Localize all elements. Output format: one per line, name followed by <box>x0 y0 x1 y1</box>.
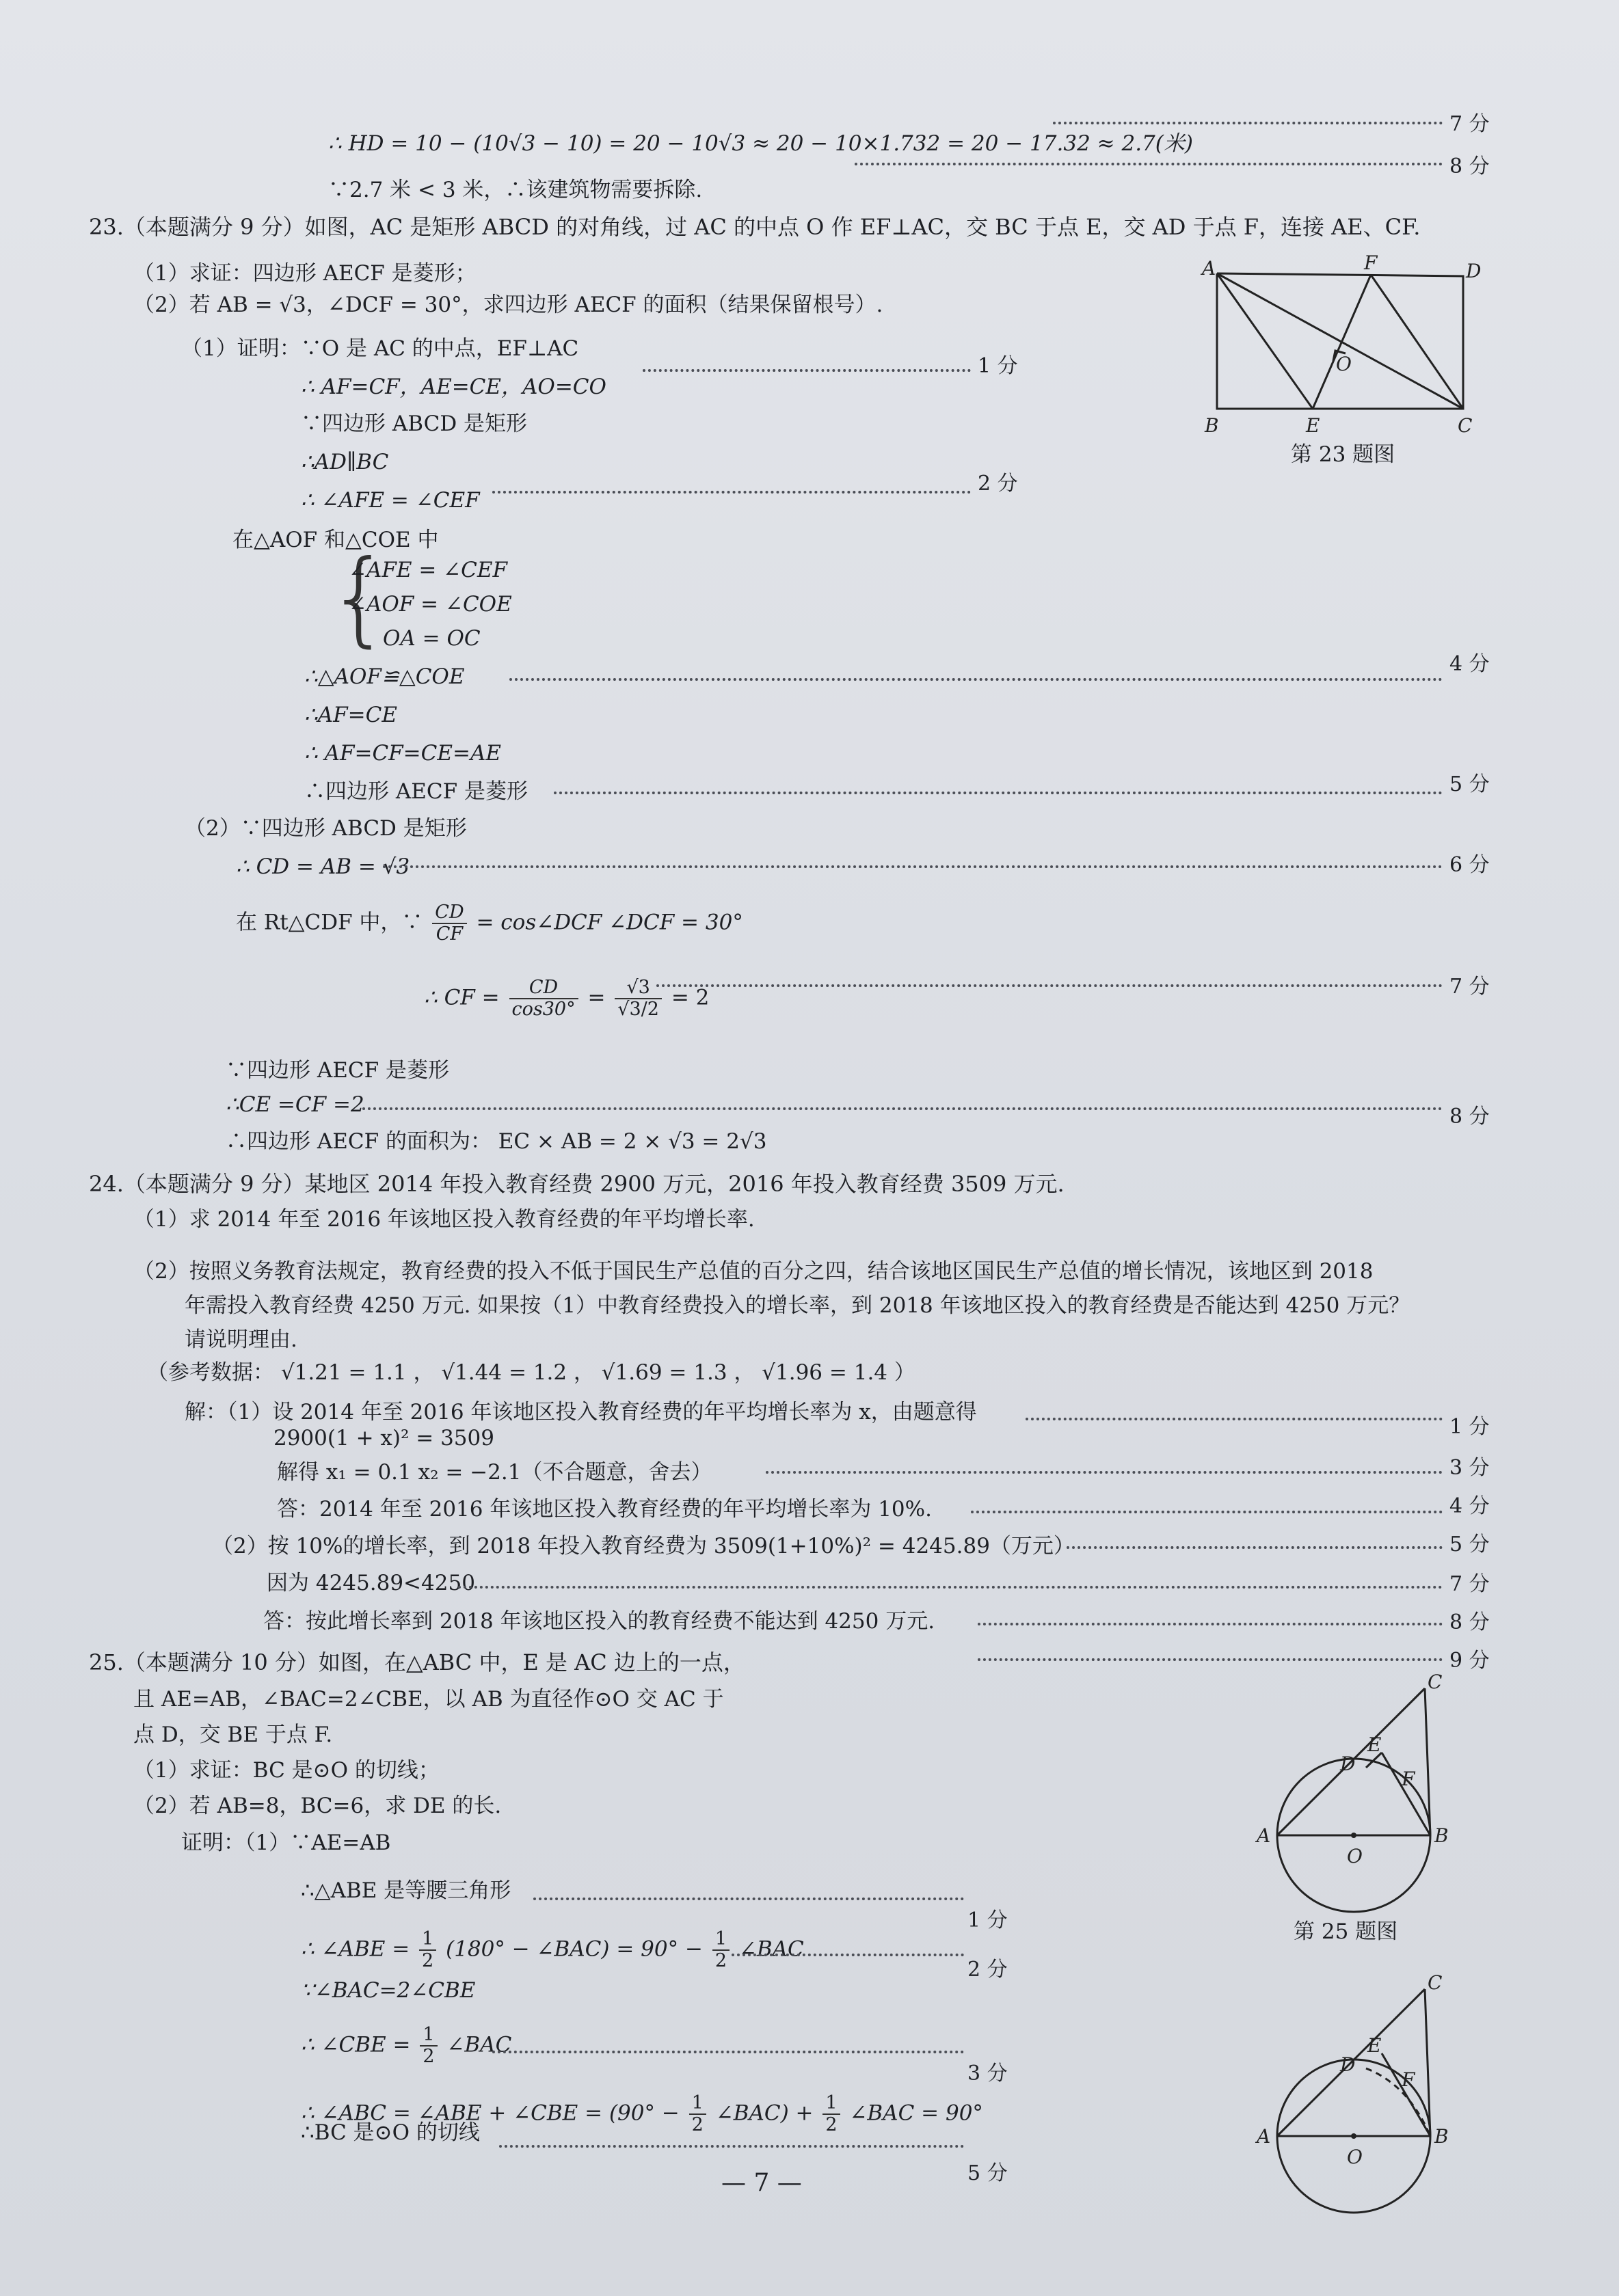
question-25-part1: （1）求证：BC 是⊙O 的切线； <box>133 1758 440 1783</box>
question-24-stem: 24.（本题满分 9 分）某地区 2014 年投入教育经费 2900 万元，2016 年投入教育经费 3509 万元. <box>89 1171 1065 1197</box>
solution-line: ∵2.7 米 < 3 米，∴该建筑物需要拆除. <box>328 178 703 202</box>
fraction-denominator: CF <box>436 923 464 945</box>
figure-label-O: O <box>1336 353 1352 375</box>
page-number: — 7 — <box>721 2169 802 2197</box>
text-segment: (180° − ∠BAC) = 90° − <box>446 1936 703 1962</box>
fraction-numerator: 1 <box>822 2093 840 2115</box>
score-mark: 1 分 <box>1449 1415 1490 1439</box>
fraction-denominator: cos30° <box>511 999 576 1020</box>
score-mark: 1 分 <box>967 1908 1008 1932</box>
score-mark: 7 分 <box>1449 975 1490 999</box>
fraction-numerator: √3 <box>615 977 662 999</box>
fraction-denominator: 2 <box>691 2114 704 2135</box>
solution-line: （1）证明：∵O 是 AC 的中点，EF⊥AC <box>181 336 579 361</box>
solution-line: OA = OC <box>383 626 481 651</box>
question-23-part1: （1）求证：四边形 AECF 是菱形； <box>133 261 477 286</box>
figure-label-F: F <box>1402 2068 1415 2091</box>
score-mark: 7 分 <box>1449 112 1490 136</box>
fraction-numerator: 1 <box>419 1929 436 1951</box>
fraction-denominator: 2 <box>423 2046 435 2067</box>
figure-label-A: A <box>1257 2125 1271 2148</box>
solution-line: ∴ HD = 10 − (10√3 − 10) = 20 − 10√3 ≈ 20 − 10×1.732 = 20 − 17.32 ≈ 2.7(米) <box>328 131 1193 156</box>
solution-line: ∵四边形 AECF 是菱形 <box>226 1058 449 1083</box>
dotted-leader <box>1026 1418 1443 1420</box>
score-mark: 5 分 <box>1449 772 1490 796</box>
figure-label-B: B <box>1434 1824 1449 1847</box>
figure-label-C: C <box>1428 1671 1443 1693</box>
solution-line: （2）∵四边形 ABCD 是矩形 <box>185 816 467 841</box>
fraction <box>509 977 578 1020</box>
score-mark: 9 分 <box>1449 1649 1490 1673</box>
figure-label-B: B <box>1434 2125 1449 2148</box>
solution-line: 解：（1）设 2014 年至 2016 年该地区投入教育经费的年平均增长率为 x，由题意得 <box>185 1400 977 1424</box>
figure-label-F: F <box>1402 1768 1415 1790</box>
figure-label-O: O <box>1347 1845 1363 1867</box>
fraction <box>712 1929 730 1971</box>
dotted-leader <box>978 1623 1443 1625</box>
solution-line: ∴△ABE 是等腰三角形 <box>301 1878 511 1903</box>
score-mark: 8 分 <box>1449 154 1490 178</box>
brace-symbol: { <box>327 539 392 658</box>
figure-label-E: E <box>1306 414 1320 437</box>
solution-line: （2）按 10%的增长率，到 2018 年投入教育经费为 3509(1+10%)² = 4245.89（万元） <box>212 1534 1075 1558</box>
score-mark: 3 分 <box>967 2062 1008 2085</box>
figure-label-E: E <box>1367 2034 1382 2057</box>
score-mark: 4 分 <box>1449 652 1490 676</box>
dotted-leader <box>509 678 1443 681</box>
figure-25-caption: 第 25 题图 <box>1294 1919 1398 1944</box>
score-mark: 8 分 <box>1449 1105 1490 1129</box>
fraction <box>689 2093 706 2135</box>
solution-line: ∴CE =CF =2 <box>226 1092 364 1117</box>
solution-line: ∴四边形 AECF 是菱形 <box>304 779 528 804</box>
fraction-denominator: 2 <box>825 2114 838 2135</box>
question-24-part2: 年需投入教育经费 4250 万元. 如果按（1）中教育经费投入的增长率，到 2018 年该地区投入的教育经费是否能达到 4250 万元？ <box>185 1293 1410 1318</box>
solution-line: 证明：（1）∵AE=AB <box>181 1831 391 1855</box>
figure-label-F: F <box>1364 253 1378 274</box>
question-25-stem: 25.（本题满分 10 分）如图，在△ABC 中，E 是 AC 边上的一点， <box>89 1649 745 1675</box>
solution-line: 在△AOF 和△COE 中 <box>232 528 439 552</box>
text-segment: = cos∠DCF ∠DCF = 30° <box>476 910 743 935</box>
figure-23 <box>1196 253 1484 458</box>
dotted-leader <box>492 2051 964 2053</box>
solution-line: 因为 4245.89<4250 <box>267 1571 475 1595</box>
solution-line: 解得 x₁ = 0.1 x₂ = −2.1（不合题意，舍去） <box>277 1460 712 1485</box>
dotted-leader <box>656 984 1443 987</box>
fraction-denominator: 2 <box>422 1950 434 1971</box>
question-23-stem: 23.（本题满分 9 分）如图，AC 是矩形 ABCD 的对角线，过 AC 的中点 O 作 EF⊥AC，交 BC 于点 E，交 AD 于点 F，连接 AE、CF. <box>89 214 1421 240</box>
solution-line: ∴四边形 AECF 的面积为： EC × AB = 2 × √3 = 2√3 <box>226 1129 767 1154</box>
figure-label-E: E <box>1367 1733 1382 1756</box>
solution-line: 答：2014 年至 2016 年该地区投入教育经费的年平均增长率为 10%. <box>277 1497 932 1522</box>
dotted-leader <box>978 1658 1443 1661</box>
solution-line: ∠AFE = ∠CEF <box>349 558 508 582</box>
score-mark: 2 分 <box>967 1958 1008 1982</box>
question-24-part1: （1）求 2014 年至 2016 年该地区投入教育经费的年平均增长率. <box>133 1207 755 1232</box>
text-segment: ∠BAC <box>738 1936 804 1962</box>
figure-label-C: C <box>1428 1971 1443 1994</box>
text-segment: 在 Rt△CDF 中，∵ <box>236 910 423 935</box>
dotted-leader <box>458 1586 1443 1589</box>
figure-label-A: A <box>1257 1824 1271 1847</box>
fraction-numerator: 1 <box>420 2025 437 2047</box>
dotted-leader <box>1053 122 1443 124</box>
dotted-leader <box>732 1954 964 1956</box>
solution-line: 答：按此增长率到 2018 年该地区投入的教育经费不能达到 4250 万元. <box>263 1609 935 1634</box>
fraction-denominator: √3/2 <box>617 999 659 1020</box>
text-segment: ∠BAC <box>446 2032 512 2057</box>
fraction-numerator: 1 <box>712 1929 730 1951</box>
solution-line: ∴△AOF≌△COE <box>304 664 465 689</box>
question-23-part2: （2）若 AB = √3，∠DCF = 30°，求四边形 AECF 的面积（结果保留根号）. <box>133 293 883 317</box>
figure-25 <box>1244 1668 1477 1914</box>
solution-line: ∴AD∥BC <box>301 450 389 474</box>
score-mark: 2 分 <box>978 472 1018 496</box>
solution-line <box>301 1929 804 1971</box>
solution-line: ∴BC 是⊙O 的切线 <box>301 2120 480 2145</box>
solution-line: ∴ AF=CF，AE=CE，AO=CO <box>301 375 606 399</box>
dotted-leader <box>855 163 1443 165</box>
figure-23-caption: 第 23 题图 <box>1291 442 1395 467</box>
score-mark: 8 分 <box>1449 1610 1490 1634</box>
dotted-leader <box>554 792 1443 794</box>
fraction <box>420 2025 437 2067</box>
score-mark: 1 分 <box>978 354 1018 378</box>
fraction <box>419 1929 436 1971</box>
solution-line: ∴ AF=CF=CE=AE <box>304 741 501 766</box>
question-24-part2: 请说明理由. <box>185 1327 297 1352</box>
figure-label-C: C <box>1458 414 1473 437</box>
fraction-numerator: CD <box>509 977 578 999</box>
dotted-leader <box>362 1107 1443 1110</box>
solution-line: ∴ ∠AFE = ∠CEF <box>301 488 480 513</box>
question-25-part2: （2）若 AB=8，BC=6，求 DE 的长. <box>133 1794 502 1818</box>
figure-label-B: B <box>1205 414 1219 437</box>
score-mark: 4 分 <box>1449 1494 1490 1518</box>
figure-label-D: D <box>1340 2053 1356 2076</box>
figure-label-D: D <box>1466 260 1482 282</box>
figure-label-O: O <box>1347 2146 1363 2168</box>
text-segment: ∴ ∠ABC = ∠ABE + ∠CBE = (90° − <box>301 2101 680 2126</box>
dotted-leader <box>383 865 1443 868</box>
score-mark: 5 分 <box>1449 1532 1490 1556</box>
question-24-part2: （2）按照义务教育法规定，教育经费的投入不低于国民生产总值的百分之四，结合该地区国民生产总值的增长情况，该地区到 2018 <box>133 1259 1374 1284</box>
dotted-leader <box>971 1511 1443 1513</box>
solution-line: 2900(1 + x)² = 3509 <box>273 1426 494 1450</box>
text-segment: ∴ ∠ABE = <box>301 1936 410 1962</box>
solution-line: ∴ CD = AB = √3 <box>236 854 410 879</box>
solution-line: ∵四边形 ABCD 是矩形 <box>301 411 528 436</box>
fraction-denominator: 2 <box>714 1950 727 1971</box>
figure-label-A: A <box>1202 257 1216 280</box>
dotted-leader <box>499 2145 964 2148</box>
score-mark: 5 分 <box>967 2161 1008 2185</box>
text-segment: ∠BAC = 90° <box>849 2101 983 2126</box>
text-segment: ∴ ∠CBE = <box>301 2032 411 2057</box>
score-mark: 3 分 <box>1449 1456 1490 1480</box>
dotted-leader <box>766 1471 1443 1474</box>
question-25-stem: 且 AE=AB，∠BAC=2∠CBE，以 AB 为直径作⊙O 交 AC 于 <box>133 1687 724 1712</box>
solution-line: ∴AF=CE <box>304 703 397 727</box>
text-segment: ∠BAC) + <box>715 2101 814 2126</box>
solution-line <box>301 2025 511 2067</box>
fraction <box>615 977 662 1020</box>
text-segment: = 2 <box>671 985 710 1010</box>
figure-label-D: D <box>1340 1753 1356 1775</box>
solution-line: ∠AOF = ∠COE <box>349 592 512 617</box>
fraction-numerator: CD <box>432 902 466 924</box>
reference-data: （参考数据： √1.21 = 1.1 ， √1.44 = 1.2 ， √1.69 = 1.3 ， √1.96 = 1.4 ） <box>147 1360 915 1385</box>
text-segment: = <box>587 985 606 1010</box>
solution-line: ∵∠BAC=2∠CBE <box>301 1978 476 2003</box>
score-mark: 7 分 <box>1449 1572 1490 1596</box>
question-25-stem: 点 D，交 BE 于点 F. <box>133 1723 333 1747</box>
fraction <box>822 2093 840 2135</box>
text-segment: ∴ CF = <box>424 985 500 1010</box>
dotted-leader <box>1067 1546 1443 1549</box>
figure-25-solution <box>1244 1969 1477 2215</box>
score-mark: 6 分 <box>1449 853 1490 877</box>
fraction <box>432 902 466 945</box>
solution-line <box>236 902 743 945</box>
fraction-numerator: 1 <box>689 2093 706 2115</box>
dotted-leader <box>492 491 971 494</box>
dotted-leader <box>643 369 971 372</box>
dotted-leader <box>533 1897 964 1900</box>
